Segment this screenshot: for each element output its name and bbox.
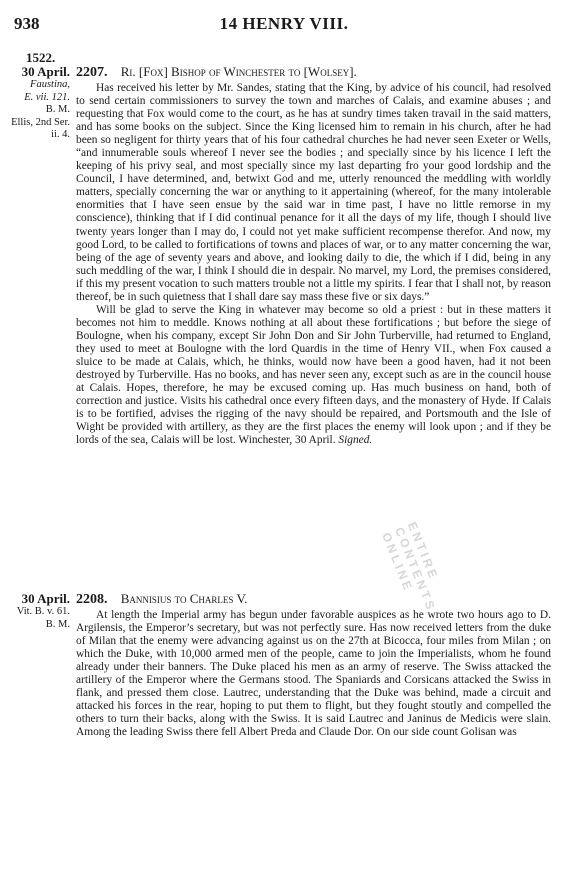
source-reference: B. M. (45, 618, 70, 630)
entry-body (76, 591, 551, 739)
entry-paragraph (76, 304, 551, 448)
entry-number: 2208. (76, 592, 108, 607)
entry-heading (76, 64, 551, 80)
entry-title: Ri. [Fox] Bishop of Winchester to [Wolsey]. (120, 64, 357, 79)
entry-paragraph: At length the Imperial army has begun under favorable auspices as he wrote two hours ago to D. Argilensis, the Emperor’s secretary, but was not perfectly sure. Has now received letters from the duke of Milan that the enemy were advancing against us on the 27th at Bicocca, four miles from Milan ; on which the Duke, with 10,000 armed men of the people, came to join the Imperialists, whom he found already under their banners. The Duke placed his men as an army of reserve. The Swiss attacked the artillery of the Emperor where the Germans stood. The Spaniards and Corsicans attacked the Swiss in flank, and pressed them close. Lautrec, understanding that the Duke was behind, made a circuit and attacked his forces in the rear, hoping to put them to flight, but they fought stoutly and compelled the others to turn their backs, along with the Swiss. It is said Lautrec and Janinus de Medicis were slain. Among the leading Swiss there fell Albert Preda and Claude Dor. On our side count Golisan was (76, 609, 551, 739)
page-number: 938 (14, 14, 40, 33)
source-reference: B. M. (45, 104, 70, 115)
page-header (14, 14, 554, 34)
entry-number: 2207. (76, 65, 108, 80)
source-reference: ii. 4. (51, 129, 70, 140)
marginal-note (6, 64, 70, 142)
marginal-note (6, 591, 70, 631)
source-reference: Faustina, (30, 79, 70, 90)
entry-body (76, 64, 551, 447)
entry-date: 30 April. (21, 591, 70, 606)
entry-heading (76, 591, 551, 607)
source-reference: E. vii. 121. (24, 91, 70, 103)
running-head: 14 HENRY VIII. (219, 14, 349, 33)
signed-note: Signed. (338, 434, 373, 447)
entry-title: Bannisius to Charles V. (120, 591, 248, 606)
source-reference: Vit. B. v. 61. (16, 606, 70, 617)
entry-paragraph-text: Will be glad to serve the King in whatever may become so old a priest : but in these matters it becomes not him to meddle. Knows nothing at all about these fortifications ; but before the siege of Boulogne, when his company, except Sir John Don and Sir John Turberville, had returned to England, they used to meet at Boulogne with the lord Quardis in the time of Henry VII., when Fox caused a sluice to be made at Calais, which, he thinks, would now have been a good haven, had it not been destroyed by Turberville. Has no books, and has never seen any, except such as are in the council house at Calais. Hopes, therefore, he may be excused coming up. Has much business on hand, both of correction and justice. Visits his cathedral once every fifteen days, and the monastery of Hyde. If Calais is to be fortified, advises the rigging of the navy should be repaired, and Portsmouth and the Isle of Wight be provided with artillery, as they are the first places the enemy will look upon ; and if they be lords of the sea, Calais will be lost. Winchester, 30 April. (76, 303, 551, 447)
entry-paragraph: Has received his letter by Mr. Sandes, stating that the King, by advice of his council, had resolved to send certain commissioners to survey the town and marches of Calais, and examine abuses ; and requesting that Fox would come to the court, as he has at sundry times taken travail in the said matters, and has some books on the subject. Since the King licensed him to remain in his church, after he had been so negligent for thirty years that of his four cathedral churches he had never seen Exeter or Wells, “and innumerable souls whereof I never see the bodies ; and specially since by his licence I left the keeping of his privy seal, and most specially since my last departing fro your good lordship and the Council, I have determined, and, betwixt God and me, utterly renounced the meddling with worldly matters, specially concerning the war or anything to it appertaining (whereof, for the many intolerable enormities that I have seen ensue by the said war in time past, I have no little remorse in my conscience), thinking that if I did continual penance for it all the days of my life, though I should live twenty years longer than I may do, I could not yet make sufficient recompense therefor. And now, my good Lord, to be called to fortifications of towns and places of war, or to any matter concerning the war, being of the age of seventy years and above, and looking daily to die, the which if I did, being in any such meddling of the war, I think I should die in despair. No marvel, my Lord, the premises considered, if this my present vocation to such matters trouble not a little my spirits. I fear that I shall not, by reason thereof, be in such quietness that I shall dare say mass these five or six days.” (76, 82, 551, 303)
watermark: ENTIRE CONTENTS ONLINE (379, 520, 442, 614)
year-label: 1522. (26, 50, 56, 65)
entry-date: 30 April. (21, 64, 70, 79)
source-reference: Ellis, 2nd Ser. (11, 116, 70, 128)
